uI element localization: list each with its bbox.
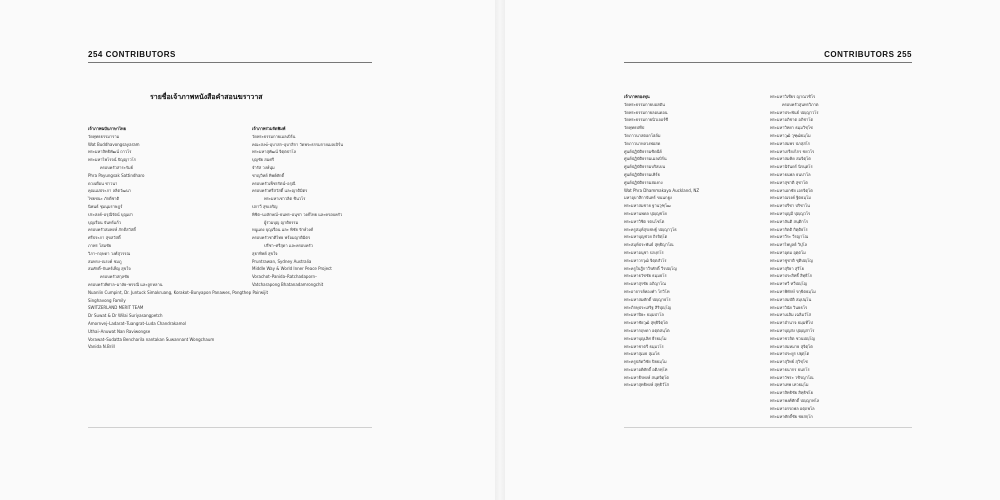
contributor-line: พระมหาชาตรี ธมฺมวโร — [624, 343, 664, 349]
contributor-line: SWITZERLAND MERIT TEAM — [88, 305, 144, 311]
contributor-line: พระมหาพิทักษ์ รกฺขิตธมฺโม — [770, 288, 816, 294]
contributor-line: พระมหาวิชิต รตนโชโต — [624, 218, 665, 224]
right-page-header: CONTRIBUTORS 255 — [824, 50, 912, 59]
contributor-line: พระมหาธนากร ธนกโร — [770, 366, 810, 372]
contributor-line: ดวงเดือน ชาวนา — [88, 180, 118, 186]
contributor-line: พระภิกษุประเสริฐ สิริปุญฺโญ — [624, 304, 671, 310]
contributor-line: ปภาวี สุขเจริญ — [252, 203, 278, 209]
contributors-column-4 — [770, 93, 819, 420]
contributor-line: ปรีชา–ศรีสุดา และครอบครัว — [264, 242, 313, 248]
contributor-line: พระมหาธนพล ธนปาโล — [770, 171, 811, 177]
contributor-line: จำรัส วงษ์นุ่ม — [252, 164, 275, 170]
contributor-line: พระมหาชัยวุฒิ สุทฺธิจิตฺโต — [624, 320, 668, 326]
contributor-line: วัดพระธรรมกายบอสตัน — [624, 101, 665, 107]
contributor-line: พระอาจารย์ทองคำ โกวิโท — [624, 288, 670, 294]
contributor-line: Nuanlin Cumpint, Dr. Juntuck Simakruang, Korakot–Bunyapon Panawes, Pongthep Pairwijit — [88, 289, 269, 295]
contributor-line: ศูนย์ปฏิบัติธรรมฮ่องกง — [624, 179, 663, 185]
contributor-line: พระมหาวัชระ วชิรญาโณ — [770, 374, 814, 380]
contributor-line: พระมหาวุฒิ วุฑฺฒิธมฺโม — [770, 132, 811, 138]
contributor-line: พระครูสมุห์สุรเชษฐ์ ปญฺญาวุโธ — [624, 226, 677, 232]
contributor-line: ประสงค์–อรุณีรัตน์ บุญเผ่า — [88, 211, 133, 217]
contributor-line: พระมหาธีรพงษ์ สนฺตจิตฺโต — [624, 374, 670, 380]
column-heading: เจ้าภาพกองทุน — [624, 94, 650, 99]
contributor-line: ชาญวิทย์ ทิพย์ศักดิ์ — [252, 172, 285, 178]
contributor-line: Pruntrawan, Sydney Australia — [252, 258, 312, 264]
contributor-line: วัดภาวนาสตอกโฮล์ม — [624, 132, 661, 138]
contributor-line: พระมหาศักดิ์ชัย ชยสกฺโก — [770, 413, 813, 419]
contributor-line: พระมหาอนุชา ปภงฺกโร — [624, 249, 664, 255]
contributor-line: วัดภาวนาหลวงพ่อสด — [624, 140, 661, 146]
contributor-line: ครอบครัวสมพงษ์ ภักดีสวัสดิ์ — [88, 227, 136, 233]
contributor-line: พระมหาไพบูลย์ วิปุโล — [770, 242, 808, 248]
contributor-line: Vatcharapong Bhatanadamrongchit — [252, 281, 324, 287]
contributor-line: Amornvej–Ladarat–Tuangrat–Luda Chandrakamol — [88, 320, 187, 326]
contributor-line: สุธาทิพย์ สุขใจ — [252, 250, 278, 256]
contributor-line: วัดพุทธธรรมาราม — [88, 133, 120, 139]
contributor-line: ครอบครัวชาติไทย พร้อมญาติมิตร — [252, 235, 311, 241]
contributor-line: พระมหาพงศ์ศักดิ์ ปญฺญาพโล — [770, 398, 820, 404]
contributor-line: พระมหาทวี ทวีปญฺโญ — [770, 281, 807, 287]
contributor-line: พระมหานพดล ปุญฺญชโย — [624, 210, 667, 216]
contributor-line: พระมหาสันติ สนฺติกโร — [770, 218, 808, 224]
contributor-line: พระมหาอดิศักดิ์ อติภทฺโท — [624, 366, 668, 372]
contributor-line: พระมหาสุชาติ สุชาโต — [770, 179, 808, 185]
contributor-line: พระมหาไพโรจน์ ปัญญาวโร — [88, 157, 136, 163]
contributor-line: พระมหาสุรชัย อภิญาโณ — [624, 281, 666, 287]
contributor-line: ศูนย์ปฏิบัติธรรมเพิร์ธ — [624, 171, 660, 177]
left-header-rule — [88, 62, 372, 63]
contributor-line: พระมหาประสิทธิ์ สิทฺธิโก — [770, 273, 813, 279]
contributor-line: บุญเรือน จันทร์แก้ว — [88, 219, 121, 225]
contributor-line: พระมหาณรงค์ ฐิตธมฺโม — [770, 195, 811, 201]
contributor-line: ครอบครัวศรีสวัสดิ์ และญาติมิตร — [252, 188, 308, 194]
contributor-line: พระมหาวรวุฒิ จิตฺตสํวโร — [624, 257, 667, 263]
contributor-line: พระมหาธวัชชัย ธมฺมธโร — [624, 273, 667, 279]
contributor-line: พระมหาสุริยา สุริโย — [770, 265, 804, 271]
contributor-line: พระครูใบฎีกาวีรศักดิ์ วีรปญฺโญ — [624, 265, 677, 271]
contributor-line: Wat Buddhavongsayaram — [88, 141, 140, 147]
contributor-line: พระมหาเทพ เทวธมฺโม — [770, 382, 809, 388]
contributor-line: สมทรง–ณรงค์ ชมภู — [88, 258, 122, 264]
contributor-line: Phra Payungsak Sattindharo — [88, 172, 145, 178]
contributor-line: Vorawat–Sudatta Bencharila nantakan Suwannant Wongchaum — [88, 336, 215, 342]
contributor-line: นิพนธ์ ชุมนุมราษฎร์ — [88, 203, 123, 209]
contributor-line: ภาพร โสมชัย — [88, 242, 112, 248]
contributors-column-1 — [88, 125, 268, 351]
contributor-line: พระมหาสมพร ปภสฺสโร — [770, 140, 810, 146]
contributor-line: พระมหาสมศักดิ์ ปญฺญาธโร — [624, 296, 671, 302]
contributor-line: พระมหากฤษดา อตฺตสนฺโต — [624, 327, 670, 333]
contributors-column-3 — [624, 93, 699, 389]
contributor-line: วัดพระธรรมกายนิวเจอร์ซี — [624, 117, 669, 123]
contributor-line: พระมหาบุญส่ง ปุญฺญสาโร — [770, 327, 815, 333]
contributor-line: พระมหาวิเชียร ญาณวชิโร — [770, 94, 816, 99]
contributor-line: พระมหาประพันธ์ ปญฺญาวโร — [770, 109, 819, 115]
contributor-line: พิชิต–นงลักษณ์–ธนพร–อนุชา วงศ์ไทย และครอบครัว — [252, 211, 343, 217]
contributor-line: พระมหาชูชาติ ชุติปญฺโญ — [770, 257, 813, 263]
contributor-line: Uthai–Anuwat Nan Raviwongse — [88, 328, 151, 334]
contributor-line: วัดพุทธปทีป — [624, 125, 645, 131]
contributor-line: ครอบครัวสุนทรวิภาต — [782, 101, 819, 107]
contributor-line: พระมหาสิทธิพัฒน์ ถาวโร — [88, 149, 132, 155]
contributor-line: พระมหาเฉลิม เฉลิมวํโส — [770, 312, 811, 318]
contributor-line: พระมหาสุเมธ สุเมโธ — [624, 351, 660, 357]
contributor-line: สมศักดิ์–จันทร์เพ็ญ สุขใจ — [88, 266, 131, 272]
contributor-line: พระมหาวีระ วีรญาโณ — [770, 234, 809, 240]
contributor-line: พระมหาปรีชา ปริชาโน — [770, 203, 810, 209]
contributor-line: Dr Suwat & Dr Wilai Suriyasangpetch — [88, 313, 163, 319]
contributor-line: คณะสงฆ์–อุบาสก–อุบาสิกา วัดพระธรรมกายเมลเบิร์น — [252, 141, 343, 147]
column-heading: เจ้าภาพฉบับภาษาไทย — [88, 126, 127, 131]
contributor-line: ครอบครัวพิศาล–มาลัย–พรรณี และลูกหลาน — [88, 281, 163, 287]
contributor-line: พระมหาวิทยา ธมฺมวิชฺโช — [770, 125, 813, 131]
contributor-line: มหาอุบาสิกาจันทร์ ขนนกยูง — [624, 195, 672, 201]
contributor-line: วิภา–กฤษดา วงศ์สุวรรณ — [88, 250, 131, 256]
contributor-line: พระครูปลัดวิชัย ปิยธมฺโม — [624, 359, 667, 365]
contributor-line: พระสมุห์ประพันธ์ สุทฺธิญาโณ — [624, 242, 674, 248]
contributor-line: Vorachot–Panida–Ratchadaporn– — [252, 274, 318, 280]
contributor-line: หนูแดง บุญเรือน และ พิชัย รักษ์วงศ์ — [252, 227, 314, 233]
contributor-line: พระมหาเอกชัย เอกจิตฺโต — [770, 187, 813, 193]
contributor-line: พระมหาปิยะ ธมฺมปาโล — [624, 312, 664, 318]
contributor-line: Singhavong Family — [88, 297, 126, 303]
contributor-line: Wat Phra Dhammakaya Auckland, NZ — [624, 187, 700, 193]
contributor-line: ศูนย์ปฏิบัติธรรมบริสเบน — [624, 164, 666, 170]
contributors-column-2 — [252, 125, 343, 289]
contributor-line: พระมหาอุดม อุตฺตโม — [770, 249, 806, 255]
contributor-line: พระมหาบุญช่วย ถิรจิตฺโต — [624, 234, 668, 240]
contributor-line: พระมหาชวลิต ชวนปญฺโญ — [770, 335, 815, 341]
contributor-line: พระมหาบุญมี ปุญฺญวโร — [770, 210, 811, 216]
contributor-line: พระมหาสุทธิพงษ์ สุทฺธิวํโส — [624, 382, 669, 388]
contributor-line: ศูนย์ปฏิบัติธรรมซิดนีย์ — [624, 148, 662, 154]
contributor-line: พระมหาอรรถพล อตฺถพโล — [770, 405, 815, 411]
contributor-line: พระมหากิตติ กิตฺติธโร — [770, 226, 808, 232]
contributor-line: วัดพระธรรมกายลอนดอน — [624, 109, 668, 115]
left-footer-rule — [88, 427, 372, 428]
contributor-line: พระมหาเกรียงไกร ชยวโร — [770, 148, 815, 154]
contributor-line: ครอบครัวสกุลชัย — [100, 274, 130, 280]
contributor-line: คุณแม่ประภา ลลิตวัฒนา — [88, 188, 131, 194]
contributor-line: พระมหาสิทธิชัย สิทฺธิชโย — [770, 390, 814, 396]
contributor-line: พระมหานิรันดร์ นิรนฺตโร — [770, 164, 813, 170]
contributor-line: พระมหาบุญเลิศ ธีรธมฺโม — [624, 335, 667, 341]
contributor-line: ครอบครัวสาระรัมย์ — [100, 164, 133, 170]
contributor-line: Vanida N.Brill — [88, 344, 115, 350]
contributor-line: พระมหาสุพัฒน์ จิตฺตปาโล — [252, 149, 297, 155]
left-page-title: รายชื่อเจ้าภาพหนังสือคำสอนฆราวาส — [150, 93, 263, 101]
contributor-line: พระมหาเชาวลิต ชินวโร — [264, 196, 306, 202]
contributor-line: พระมหาอำนาจ ธมฺมทีโป — [770, 320, 813, 326]
contributor-line: วัดพระธรรมกายเมลเบิร์น — [252, 133, 296, 139]
column-heading: เจ้าภาพร่วมจัดพิมพ์ — [252, 126, 286, 131]
contributor-line: บุญชัย สมศรี — [252, 157, 275, 163]
contributor-line: พระมหาสมบัติ สมฺปนฺโน — [770, 296, 812, 302]
right-header-rule — [624, 62, 912, 63]
contributor-line: Middle Way & World Inner Peace Project — [252, 266, 332, 272]
contributor-line: ศรีประภา สุขสวัสดิ์ — [88, 235, 121, 241]
contributor-line: ไชยชนะ ภักดีชาติ — [88, 196, 120, 202]
page-gutter — [495, 0, 505, 500]
contributor-line: ศูนย์ปฏิบัติธรรมเมลเบิร์น — [624, 156, 667, 162]
contributor-line: พระมหาอภิชาต อภิชาโต — [770, 117, 814, 123]
contributor-line: พระมหาประยูร ปยุตฺโต — [770, 351, 810, 357]
contributor-line: พระมหาสุวิทย์ สุวิชฺโช — [770, 359, 808, 365]
contributor-line: ผู้ร่วมบุญ ญาติธรรม — [264, 219, 299, 225]
right-footer-rule — [624, 427, 912, 428]
contributor-line: พระมหาสมชาย ฐานวุฑฺโฒ — [624, 203, 671, 209]
contributor-line: พระมหาสมหมาย สุจิตฺโต — [770, 343, 813, 349]
left-page-header: 254 CONTRIBUTORS — [88, 50, 176, 59]
contributor-line: พระมหาวินัย วินยธโร — [770, 304, 808, 310]
contributor-line: ครอบครัวเพ็ชรรัตน์–อรุณี — [252, 180, 296, 186]
contributor-line: พระมหาสมคิด สมจิตฺโต — [770, 156, 811, 162]
